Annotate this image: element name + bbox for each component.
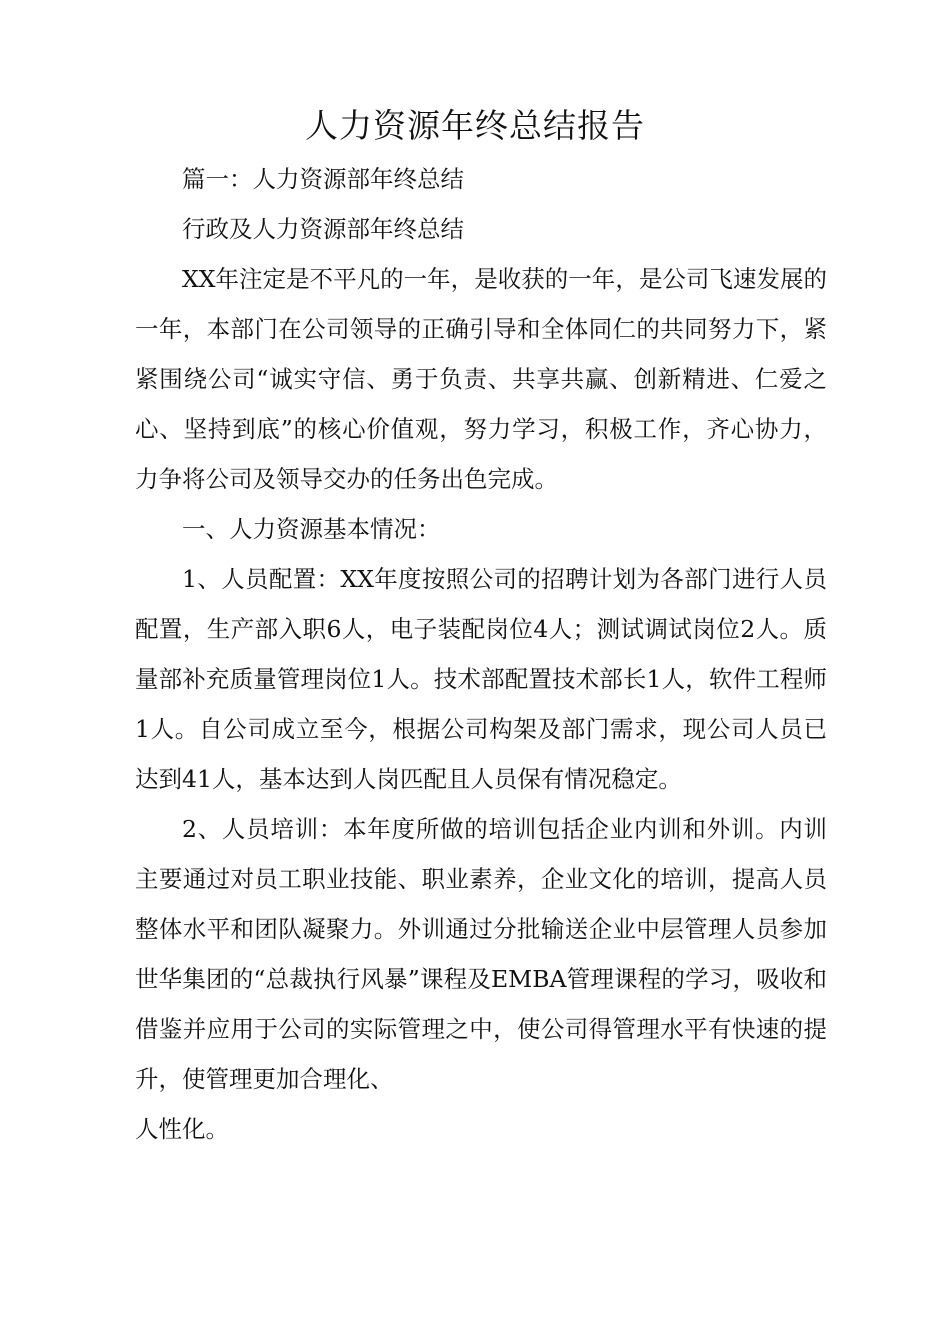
- paragraph-staffing: 1、人员配置：XX年度按照公司的招聘计划为各部门进行人员配置，生产部入职6人，电子装配岗位4人；测试调试岗位2人。质量部补充质量管理岗位1人。技术部配置技术部长1人，软件工程师1人。自公司成立至今，根据公司构架及部门需求，现公司人员已达到41人，基本达到人岗匹配且人员保有情况稳定。: [135, 565, 827, 793]
- paragraph-section-heading: 篇一：人力资源部年终总结: [182, 165, 464, 193]
- paragraph-training-tail: 人性化。: [135, 1115, 229, 1143]
- paragraph-intro: XX年注定是不平凡的一年，是收获的一年，是公司飞速发展的一年，本部门在公司领导的正确引导和全体同仁的共同努力下，紧紧围绕公司“诚实守信、勇于负责、共享共赢、创新精进、仁爱之心、坚持到底”的核心价值观，努力学习，积极工作，齐心协力，力争将公司及领导交办的任务出色完成。: [135, 265, 827, 493]
- document-body: [135, 154, 827, 1154]
- document-title: 人力资源年终总结报告: [305, 106, 645, 145]
- paragraph-training: 2、人员培训：本年度所做的培训包括企业内训和外训。内训主要通过对员工职业技能、职业素养，企业文化的培训，提高人员整体水平和团队凝聚力。外训通过分批输送企业中层管理人员参加世华集团的“总裁执行风暴”课程及EMBA管理课程的学习，吸收和借鉴并应用于公司的实际管理之中，使公司得管理水平有快速的提升，使管理更加合理化、: [135, 815, 827, 1093]
- paragraph-subtitle: 行政及人力资源部年终总结: [182, 215, 464, 243]
- paragraph-hr-overview-heading: 一、人力资源基本情况：: [182, 515, 441, 543]
